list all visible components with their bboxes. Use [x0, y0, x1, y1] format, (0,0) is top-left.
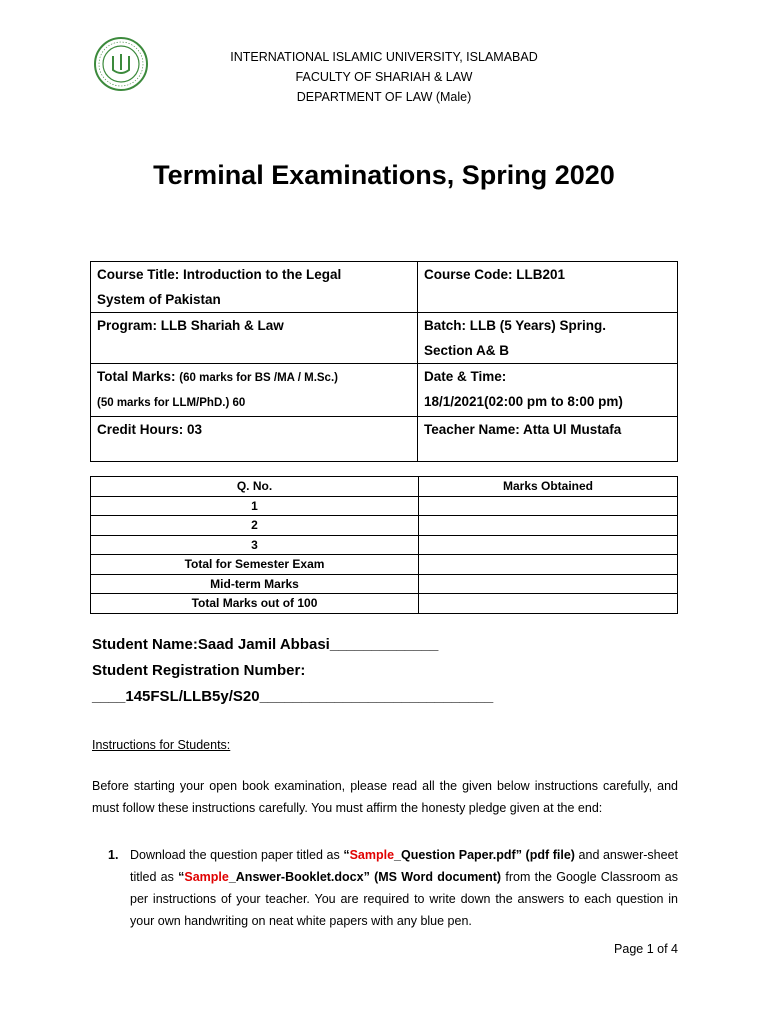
table-row	[91, 555, 678, 575]
row-label: 2	[91, 516, 419, 536]
credit-hours: Credit Hours: 03	[97, 422, 203, 437]
university-name: INTERNATIONAL ISLAMIC UNIVERSITY, ISLAMABAD	[230, 50, 538, 64]
item-number: 1.	[108, 848, 119, 862]
registration-label: Student Registration Number:	[92, 662, 306, 679]
program: Program: LLB Shariah & Law	[97, 318, 284, 333]
marks-table	[90, 476, 678, 614]
marks-cell	[419, 574, 678, 594]
row-label: Total for Semester Exam	[91, 555, 419, 575]
date-value: 18/1/2021(02:00 pm to 8:00 pm)	[424, 394, 623, 409]
marks-cell	[419, 535, 678, 555]
marks-cell	[419, 555, 678, 575]
registration-number: ____145FSL/LLB5y/S20____________________________	[92, 688, 494, 705]
teacher-cell	[418, 417, 678, 462]
credit-hours-cell	[91, 417, 418, 462]
batch-line1: Batch: LLB (5 Years) Spring.	[424, 318, 607, 333]
marks-cell	[419, 516, 678, 536]
table-row	[91, 574, 678, 594]
student-name: Student Name:Saad Jamil Abbasi_____________	[92, 636, 439, 653]
instructions-heading: Instructions for Students:	[92, 738, 231, 752]
table-row	[91, 535, 678, 555]
teacher-name: Teacher Name: Atta Ul Mustafa	[424, 422, 622, 437]
qno-header: Q. No.	[91, 477, 419, 497]
row-label: 3	[91, 535, 419, 555]
total-marks-detail-1: (60 marks for BS /MA / M.Sc.)	[179, 372, 338, 384]
course-title-cell	[91, 262, 418, 313]
course-code-cell	[418, 262, 678, 313]
date-time-cell	[418, 364, 678, 417]
row-label: Mid-term Marks	[91, 574, 419, 594]
table-row	[91, 496, 678, 516]
marks-cell	[419, 594, 678, 614]
marks-cell	[419, 496, 678, 516]
course-info-table	[90, 261, 678, 462]
department-name: DEPARTMENT OF LAW (Male)	[296, 90, 472, 104]
batch-line2: Section A& B	[424, 343, 510, 358]
exam-title: Terminal Examinations, Spring 2020	[153, 160, 615, 190]
batch-cell	[418, 313, 678, 364]
table-row	[91, 516, 678, 536]
row-label: 1	[91, 496, 419, 516]
table-row	[91, 594, 678, 614]
program-cell	[91, 313, 418, 364]
total-marks-cell	[91, 364, 418, 417]
date-label: Date & Time:	[424, 369, 507, 384]
total-marks-detail-2: (50 marks for LLM/PhD.) 60	[97, 397, 246, 409]
marks-obtained-header: Marks Obtained	[419, 477, 678, 497]
course-title-line1: Course Title: Introduction to the Legal	[97, 267, 342, 282]
course-title-line2: System of Pakistan	[97, 292, 221, 307]
total-marks-label: Total Marks:	[97, 369, 176, 384]
instruction-item-1: Download the question paper titled as “Sample_Question Paper.pdf” (pdf file) and answer-sheet titled as “Sample_Answer-Booklet.docx” (MS Word document) from the Google Classroom as per instructions of your teacher. You are required to write down the answers to each question in your own handwriting on neat white papers with any blue pen.	[130, 848, 679, 928]
instructions-intro: Before starting your open book examination, please read all the given below instructions carefully, and must follow these instructions carefully. You must affirm the honesty pledge given at the end:	[92, 779, 678, 815]
table-row	[91, 477, 678, 497]
faculty-name: FACULTY OF SHARIAH & LAW	[295, 70, 473, 84]
page-number: Page 1 of 4	[614, 942, 678, 956]
course-code: Course Code: LLB201	[424, 267, 566, 282]
row-label: Total Marks out of 100	[91, 594, 419, 614]
